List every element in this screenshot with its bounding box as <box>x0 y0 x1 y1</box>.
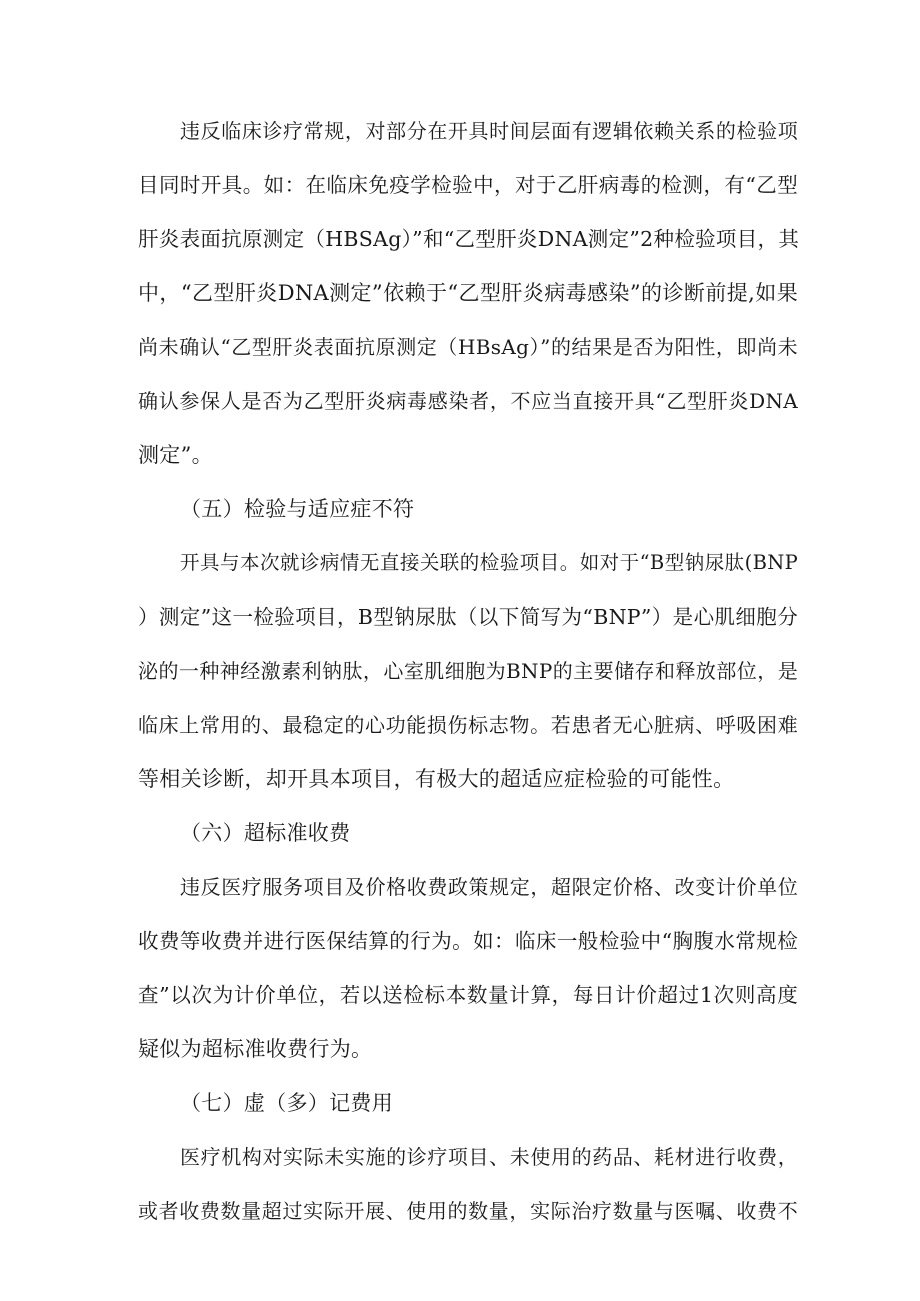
paragraph-3-line-4: 疑似为超标准收费行为。 <box>138 1037 373 1061</box>
paragraph-3-line-2: 收费等收费并进行医保结算的行为。如：临床一般检验中“胸腹水常规检 <box>138 929 798 953</box>
paragraph-3-line-3: 查”以次为计价单位，若以送检标本数量计算，每日计价超过1次则高度 <box>138 983 798 1007</box>
paragraph-2-line-5: 等相关诊断，却开具本项目，有极大的超适应症检验的可能性。 <box>138 767 735 791</box>
paragraph-1-line-1: 违反临床诊疗常规，对部分在开具时间层面有逻辑依赖关系的检验项 <box>180 119 798 143</box>
paragraph-1-line-5: 尚未确认“乙型肝炎表面抗原测定（HBsAg）”的结果是否为阳性，即尚未 <box>138 335 798 359</box>
paragraph-1-line-6: 确认参保人是否为乙型肝炎病毒感染者，不应当直接开具“乙型肝炎DNA <box>138 389 798 413</box>
paragraph-2-line-2: ）测定”这一检验项目，B型钠尿肽（以下简写为“BNP”）是心肌细胞分 <box>138 605 798 629</box>
paragraph-2-line-3: 泌的一种神经激素利钠肽，心室肌细胞为BNP的主要储存和释放部位，是 <box>138 659 798 683</box>
paragraph-3-line-1: 违反医疗服务项目及价格收费政策规定，超限定价格、改变计价单位 <box>180 875 798 899</box>
paragraph-4-line-2: 或者收费数量超过实际开展、使用的数量，实际治疗数量与医嘱、收费不 <box>138 1199 798 1223</box>
paragraph-2-line-1: 开具与本次就诊病情无直接关联的检验项目。如对于“B型钠尿肽(BNP <box>180 551 798 574</box>
paragraph-2-line-4: 临床上常用的、最稳定的心功能损伤标志物。若患者无心脏病、呼吸困难 <box>138 713 798 737</box>
section-heading-6: （六）超标准收费 <box>180 821 351 845</box>
section-heading-5: （五）检验与适应症不符 <box>180 497 415 521</box>
paragraph-1-line-4: 中，“乙型肝炎DNA测定”依赖于“乙型肝炎病毒感染”的诊断前提,如果 <box>138 281 798 305</box>
paragraph-1-line-7: 测定”。 <box>138 443 213 467</box>
paragraph-1-line-2: 目同时开具。如：在临床免疫学检验中，对于乙肝病毒的检测，有“乙型 <box>138 173 798 197</box>
paragraph-4-line-1: 医疗机构对实际未实施的诊疗项目、未使用的药品、耗材进行收费， <box>180 1145 798 1169</box>
section-heading-7: （七）虚（多）记费用 <box>180 1091 393 1115</box>
paragraph-1-line-3: 肝炎表面抗原测定（HBSAg）”和“乙型肝炎DNA测定”2种检验项目，其 <box>138 227 800 251</box>
